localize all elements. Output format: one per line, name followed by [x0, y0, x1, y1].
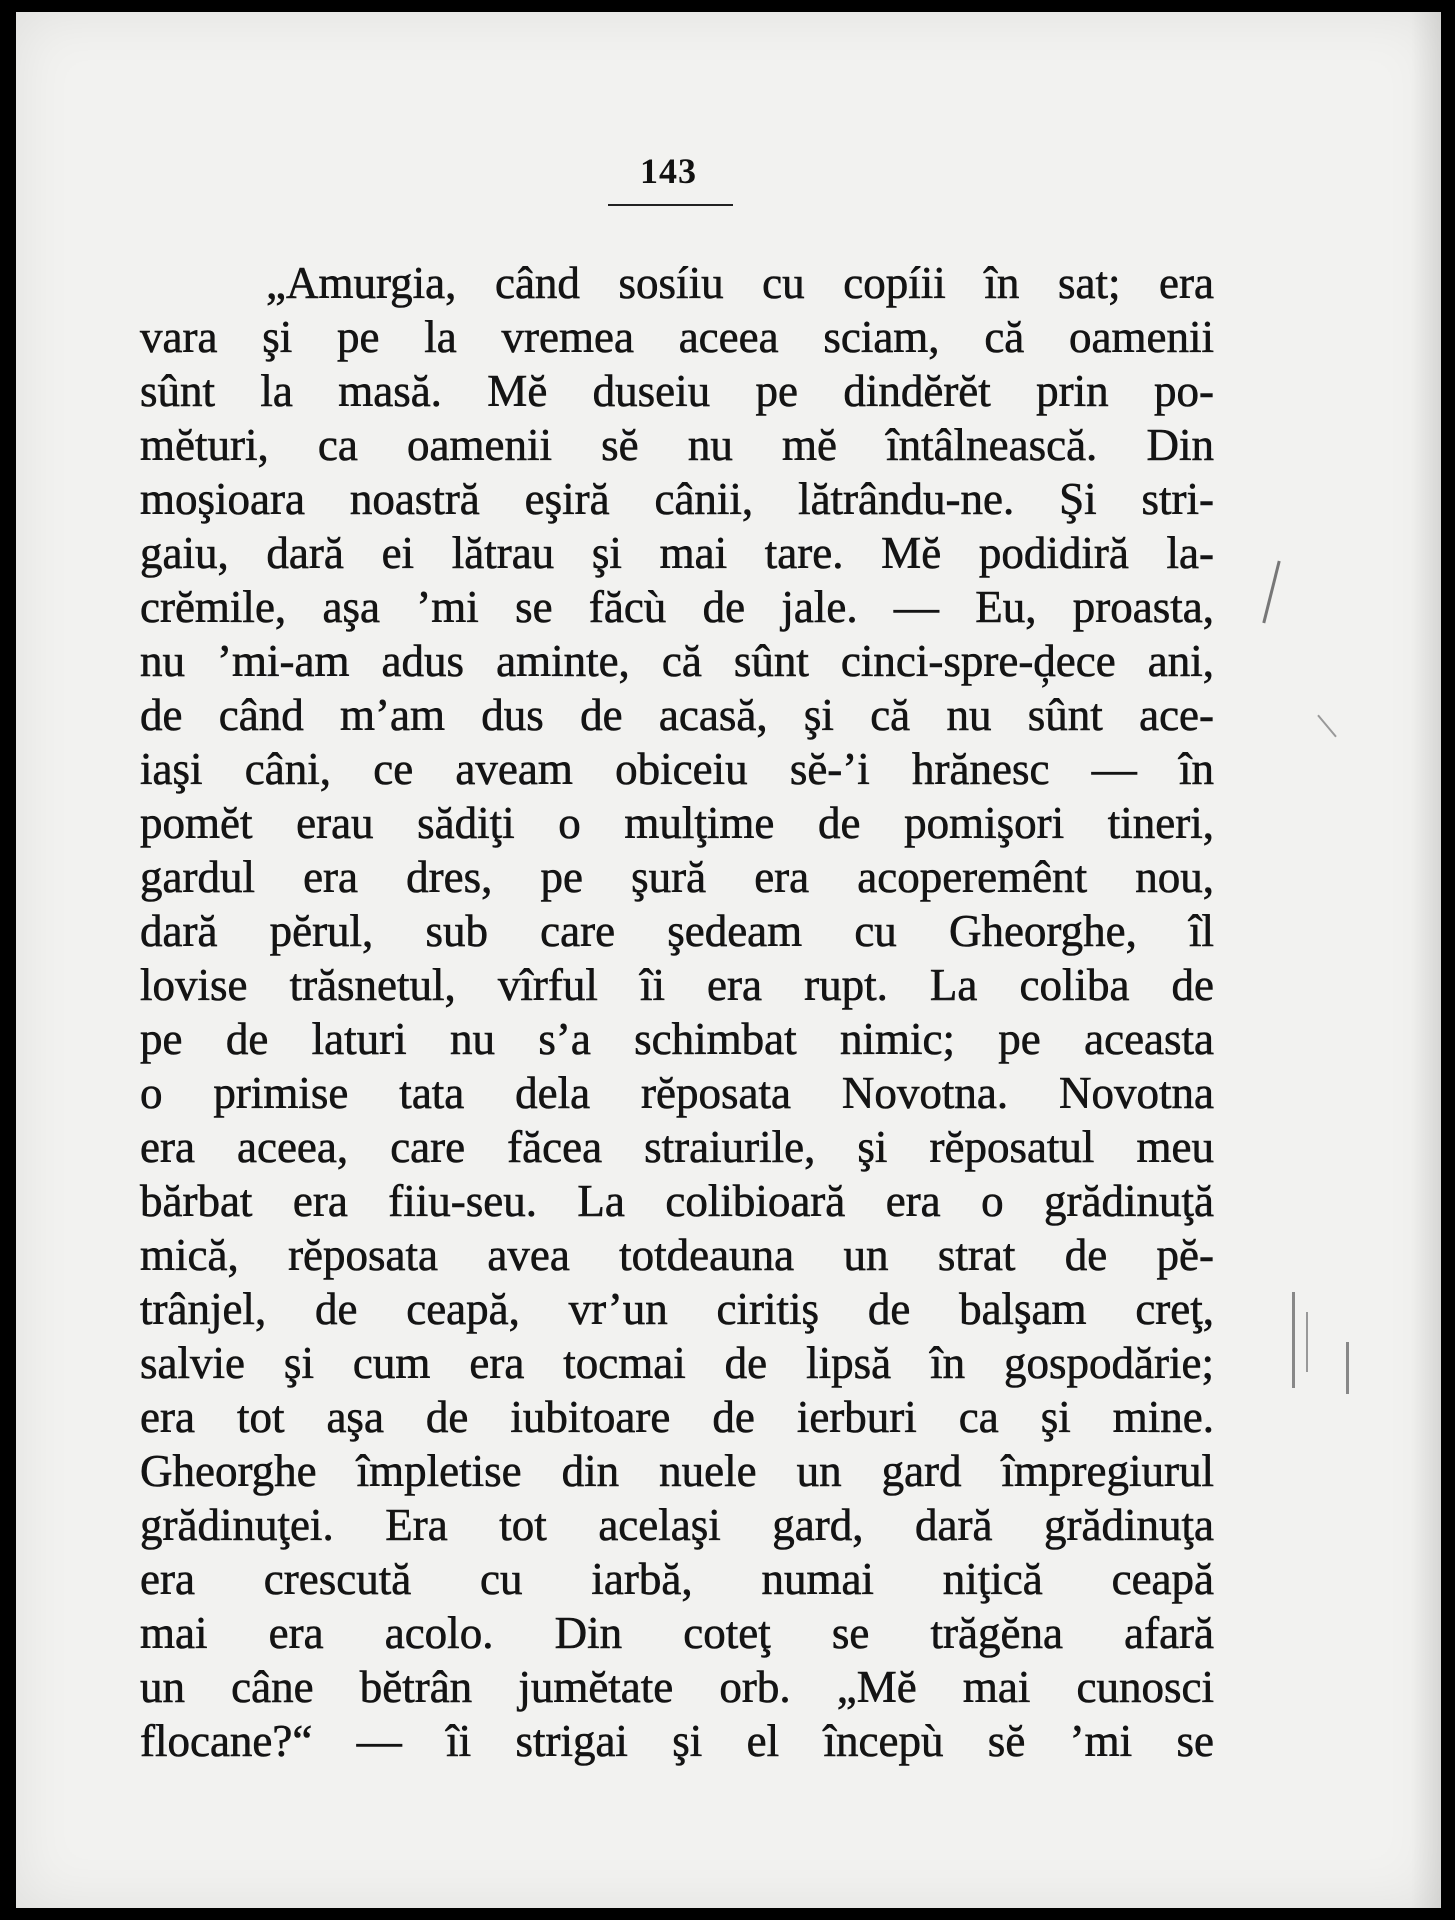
text-line: nu ’mi-am adus aminte, că sûnt cinci-spre-ḑece ani,: [140, 636, 1214, 686]
margin-pencil-mark: [1317, 715, 1337, 738]
text-line: dară pĕrul, sub care şedeam cu Gheorghe, îl: [140, 906, 1214, 956]
text-line: „Amurgia, când sosíiu cu copíii în sat; era: [266, 258, 1214, 308]
text-line: lovise trăsnetul, vîrful îi era rupt. La coliba de: [140, 960, 1214, 1010]
book-page: [16, 12, 1441, 1908]
margin-pencil-mark: [1346, 1342, 1349, 1394]
text-line: era tot aşa de iubitoare de ierburi ca şi mine.: [140, 1392, 1214, 1442]
text-line: un câne bĕtrân jumĕtate orb. „Mĕ mai cunosci: [140, 1662, 1214, 1712]
text-line: de când m’am dus de acasă, şi că nu sûnt ace-: [140, 690, 1214, 740]
text-line: gaiu, dară ei lătrau şi mai tare. Mĕ podidiră la-: [140, 528, 1214, 578]
margin-pencil-mark: [1292, 1292, 1295, 1388]
text-line: salvie şi cum era tocmai de lipsă în gospodărie;: [140, 1338, 1214, 1388]
text-line: mĕturi, ca oamenii sĕ nu mĕ întâlnească. Din: [140, 420, 1214, 470]
text-line: mai era acolo. Din coteţ se trăgĕna afară: [140, 1608, 1214, 1658]
text-line: moşioara noastră eşiră cânii, lătrându-ne. Şi stri-: [140, 474, 1214, 524]
text-line: trânjel, de ceapă, vr’un ciritiş de balşam creţ,: [140, 1284, 1214, 1334]
text-line: iaşi câni, ce aveam obiceiu sĕ-’i hrănesc — în: [140, 744, 1214, 794]
text-line: pomĕt erau sădiţi o mulţime de pomişori tineri,: [140, 798, 1214, 848]
text-line: vara şi pe la vremea aceea sciam, că oamenii: [140, 312, 1214, 362]
text-line: era aceea, care făcea straiurile, şi rĕposatul meu: [140, 1122, 1214, 1172]
text-line: pe de laturi nu s’a schimbat nimic; pe aceasta: [140, 1014, 1214, 1064]
text-line: crĕmile, aşa ’mi se făcù de jale. — Eu, proasta,: [140, 582, 1214, 632]
margin-pencil-mark: [1262, 561, 1280, 624]
page-number-rule: [608, 204, 733, 206]
text-line: o primise tata dela rĕposata Novotna. Novotna: [140, 1068, 1214, 1118]
page-number: 143: [640, 151, 697, 191]
body-text: [140, 256, 1214, 1768]
text-line: grădinuţei. Era tot acelaşi gard, dară grădinuţa: [140, 1500, 1214, 1550]
text-line: gardul era dres, pe şură era acoperemênt nou,: [140, 852, 1214, 902]
margin-pencil-mark: [1306, 1312, 1308, 1372]
text-line: mică, rĕposata avea totdeauna un strat de pĕ-: [140, 1230, 1214, 1280]
text-line: sûnt la masă. Mĕ duseiu pe dindĕrĕt prin po-: [140, 366, 1214, 416]
text-line: bărbat era fiiu-seu. La colibioară era o grădinuţă: [140, 1176, 1214, 1226]
page-edge-shade: [1411, 12, 1441, 1908]
text-line: era crescută cu iarbă, numai niţică ceapă: [140, 1554, 1214, 1604]
text-line: Gheorghe împletise din nuele un gard împregiurul: [140, 1446, 1214, 1496]
text-line: flocane?“ — îi strigai şi el începù sĕ ’mi se: [140, 1716, 1214, 1766]
